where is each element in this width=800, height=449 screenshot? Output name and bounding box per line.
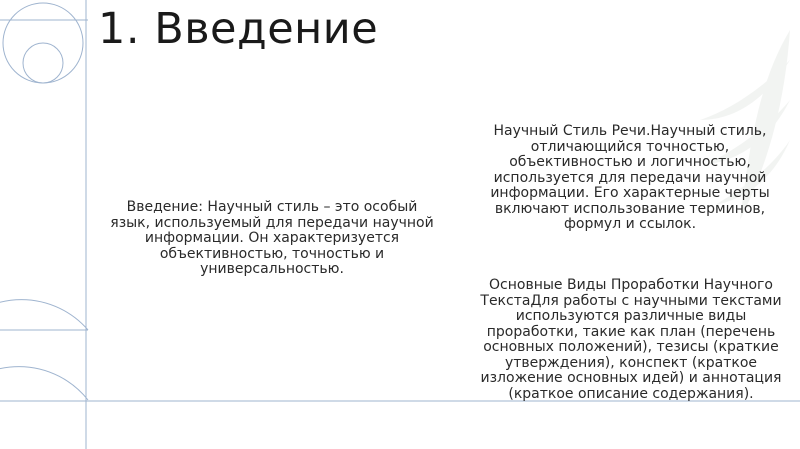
introduction-text: Введение: Научный стиль – это особый язык, используемый для передачи научной информации. Он характеризуется объективностью, точностью и универсальностью. (110, 199, 434, 277)
scientific-style-text: Научный Стиль Речи.Научный стиль, отличающийся точностью, объективностью и логичностью, используется для передачи научной информации. Его характерные черты включают использование терминов, формул и ссылок. (490, 123, 770, 232)
text-processing-types-text: Основные Виды Проработки Научного ТекстаДля работы с научными текстами используются различные виды проработки, такие как план (перечень основных положений), тезисы (краткие утверждения), конспект (краткое изложение основных идей) и аннотация (краткое описание содержания). (480, 277, 782, 402)
slide-title: 1. Введение (98, 4, 379, 54)
